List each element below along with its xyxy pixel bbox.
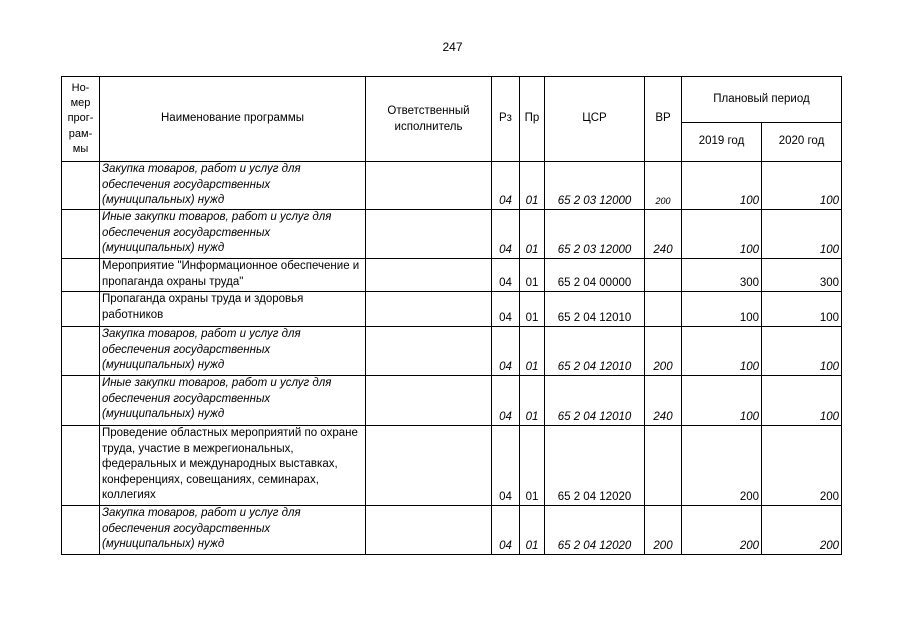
program-number-cell bbox=[62, 259, 100, 292]
header-program-number: Но- мер прог- рам- мы bbox=[62, 77, 100, 162]
executor-cell bbox=[366, 259, 492, 292]
program-name-cell: Закупка товаров, работ и услуг для обеспечения государственных (муниципальных) нужд bbox=[100, 162, 366, 210]
executor-cell bbox=[366, 376, 492, 426]
program-name-cell: Закупка товаров, работ и услуг для обеспечения государственных (муниципальных) нужд bbox=[100, 506, 366, 555]
vr-cell: 240 bbox=[645, 376, 682, 426]
header-csr: ЦСР bbox=[545, 77, 645, 162]
table-row bbox=[62, 376, 842, 426]
program-number-cell bbox=[62, 327, 100, 376]
header-program-name: Наименование программы bbox=[100, 77, 366, 162]
value-2020-cell: 300 bbox=[762, 259, 842, 292]
value-2019-cell: 100 bbox=[682, 210, 762, 259]
value-2019-cell: 100 bbox=[682, 376, 762, 426]
rz-cell: 04 bbox=[492, 506, 520, 555]
value-2019-cell: 100 bbox=[682, 162, 762, 210]
executor-cell bbox=[366, 327, 492, 376]
header-year-2020: 2020 год bbox=[762, 122, 842, 161]
program-number-cell bbox=[62, 376, 100, 426]
program-name-cell: Иные закупки товаров, работ и услуг для обеспечения государственных (муниципальных) нужд bbox=[100, 210, 366, 259]
rz-cell: 04 bbox=[492, 327, 520, 376]
pr-cell: 01 bbox=[520, 376, 545, 426]
executor-cell bbox=[366, 506, 492, 555]
program-number-cell bbox=[62, 506, 100, 555]
header-year-2019: 2019 год bbox=[682, 122, 762, 161]
vr-cell bbox=[645, 259, 682, 292]
vr-cell: 200 bbox=[645, 506, 682, 555]
header-rz: Рз bbox=[492, 77, 520, 162]
header-planned-period: Плановый период bbox=[682, 77, 842, 123]
pr-cell: 01 bbox=[520, 506, 545, 555]
csr-cell: 65 2 04 12020 bbox=[545, 426, 645, 506]
program-name-cell: Закупка товаров, работ и услуг для обеспечения государственных (муниципальных) нужд bbox=[100, 327, 366, 376]
pr-cell: 01 bbox=[520, 259, 545, 292]
pr-cell: 01 bbox=[520, 210, 545, 259]
executor-cell bbox=[366, 162, 492, 210]
vr-cell: 200 bbox=[645, 327, 682, 376]
value-2020-cell: 100 bbox=[762, 327, 842, 376]
csr-cell: 65 2 03 12000 bbox=[545, 162, 645, 210]
budget-table bbox=[61, 76, 842, 555]
vr-cell: 240 bbox=[645, 210, 682, 259]
program-number-cell bbox=[62, 292, 100, 327]
value-2019-cell: 100 bbox=[682, 327, 762, 376]
value-2019-cell: 300 bbox=[682, 259, 762, 292]
pr-cell: 01 bbox=[520, 327, 545, 376]
header-vr: ВР bbox=[645, 77, 682, 162]
table-row bbox=[62, 292, 842, 327]
value-2020-cell: 100 bbox=[762, 376, 842, 426]
value-2020-cell: 100 bbox=[762, 292, 842, 327]
table-row bbox=[62, 327, 842, 376]
rz-cell: 04 bbox=[492, 292, 520, 327]
program-number-cell bbox=[62, 162, 100, 210]
pr-cell: 01 bbox=[520, 162, 545, 210]
page-number: 247 bbox=[442, 40, 463, 54]
program-name-cell: Пропаганда охраны труда и здоровья работников bbox=[100, 292, 366, 327]
rz-cell: 04 bbox=[492, 376, 520, 426]
program-name-cell: Проведение областных мероприятий по охране труда, участие в межрегиональных, федеральных и международных выставках, конференциях, совещаниях, семинарах, коллегиях bbox=[100, 426, 366, 506]
program-name-cell: Иные закупки товаров, работ и услуг для обеспечения государственных (муниципальных) нужд bbox=[100, 376, 366, 426]
value-2019-cell: 100 bbox=[682, 292, 762, 327]
csr-cell: 65 2 04 12010 bbox=[545, 292, 645, 327]
value-2020-cell: 200 bbox=[762, 426, 842, 506]
value-2019-cell: 200 bbox=[682, 426, 762, 506]
rz-cell: 04 bbox=[492, 162, 520, 210]
table-body bbox=[62, 162, 842, 555]
pr-cell: 01 bbox=[520, 426, 545, 506]
rz-cell: 04 bbox=[492, 259, 520, 292]
program-number-cell bbox=[62, 426, 100, 506]
value-2020-cell: 100 bbox=[762, 162, 842, 210]
table-row bbox=[62, 210, 842, 259]
program-name-cell: Мероприятие "Информационное обеспечение и пропаганда охраны труда" bbox=[100, 259, 366, 292]
executor-cell bbox=[366, 210, 492, 259]
value-2020-cell: 200 bbox=[762, 506, 842, 555]
table-row bbox=[62, 426, 842, 506]
value-2019-cell: 200 bbox=[682, 506, 762, 555]
table-row bbox=[62, 259, 842, 292]
table-row bbox=[62, 506, 842, 555]
csr-cell: 65 2 04 12010 bbox=[545, 327, 645, 376]
csr-cell: 65 2 04 00000 bbox=[545, 259, 645, 292]
executor-cell bbox=[366, 426, 492, 506]
table-row bbox=[62, 162, 842, 210]
header-pr: Пр bbox=[520, 77, 545, 162]
value-2020-cell: 100 bbox=[762, 210, 842, 259]
vr-cell bbox=[645, 292, 682, 327]
csr-cell: 65 2 04 12020 bbox=[545, 506, 645, 555]
pr-cell: 01 bbox=[520, 292, 545, 327]
rz-cell: 04 bbox=[492, 426, 520, 506]
executor-cell bbox=[366, 292, 492, 327]
header-executor: Ответственный исполнитель bbox=[366, 77, 492, 162]
vr-cell bbox=[645, 426, 682, 506]
vr-cell: 200 bbox=[645, 162, 682, 210]
program-number-cell bbox=[62, 210, 100, 259]
csr-cell: 65 2 03 12000 bbox=[545, 210, 645, 259]
rz-cell: 04 bbox=[492, 210, 520, 259]
csr-cell: 65 2 04 12010 bbox=[545, 376, 645, 426]
